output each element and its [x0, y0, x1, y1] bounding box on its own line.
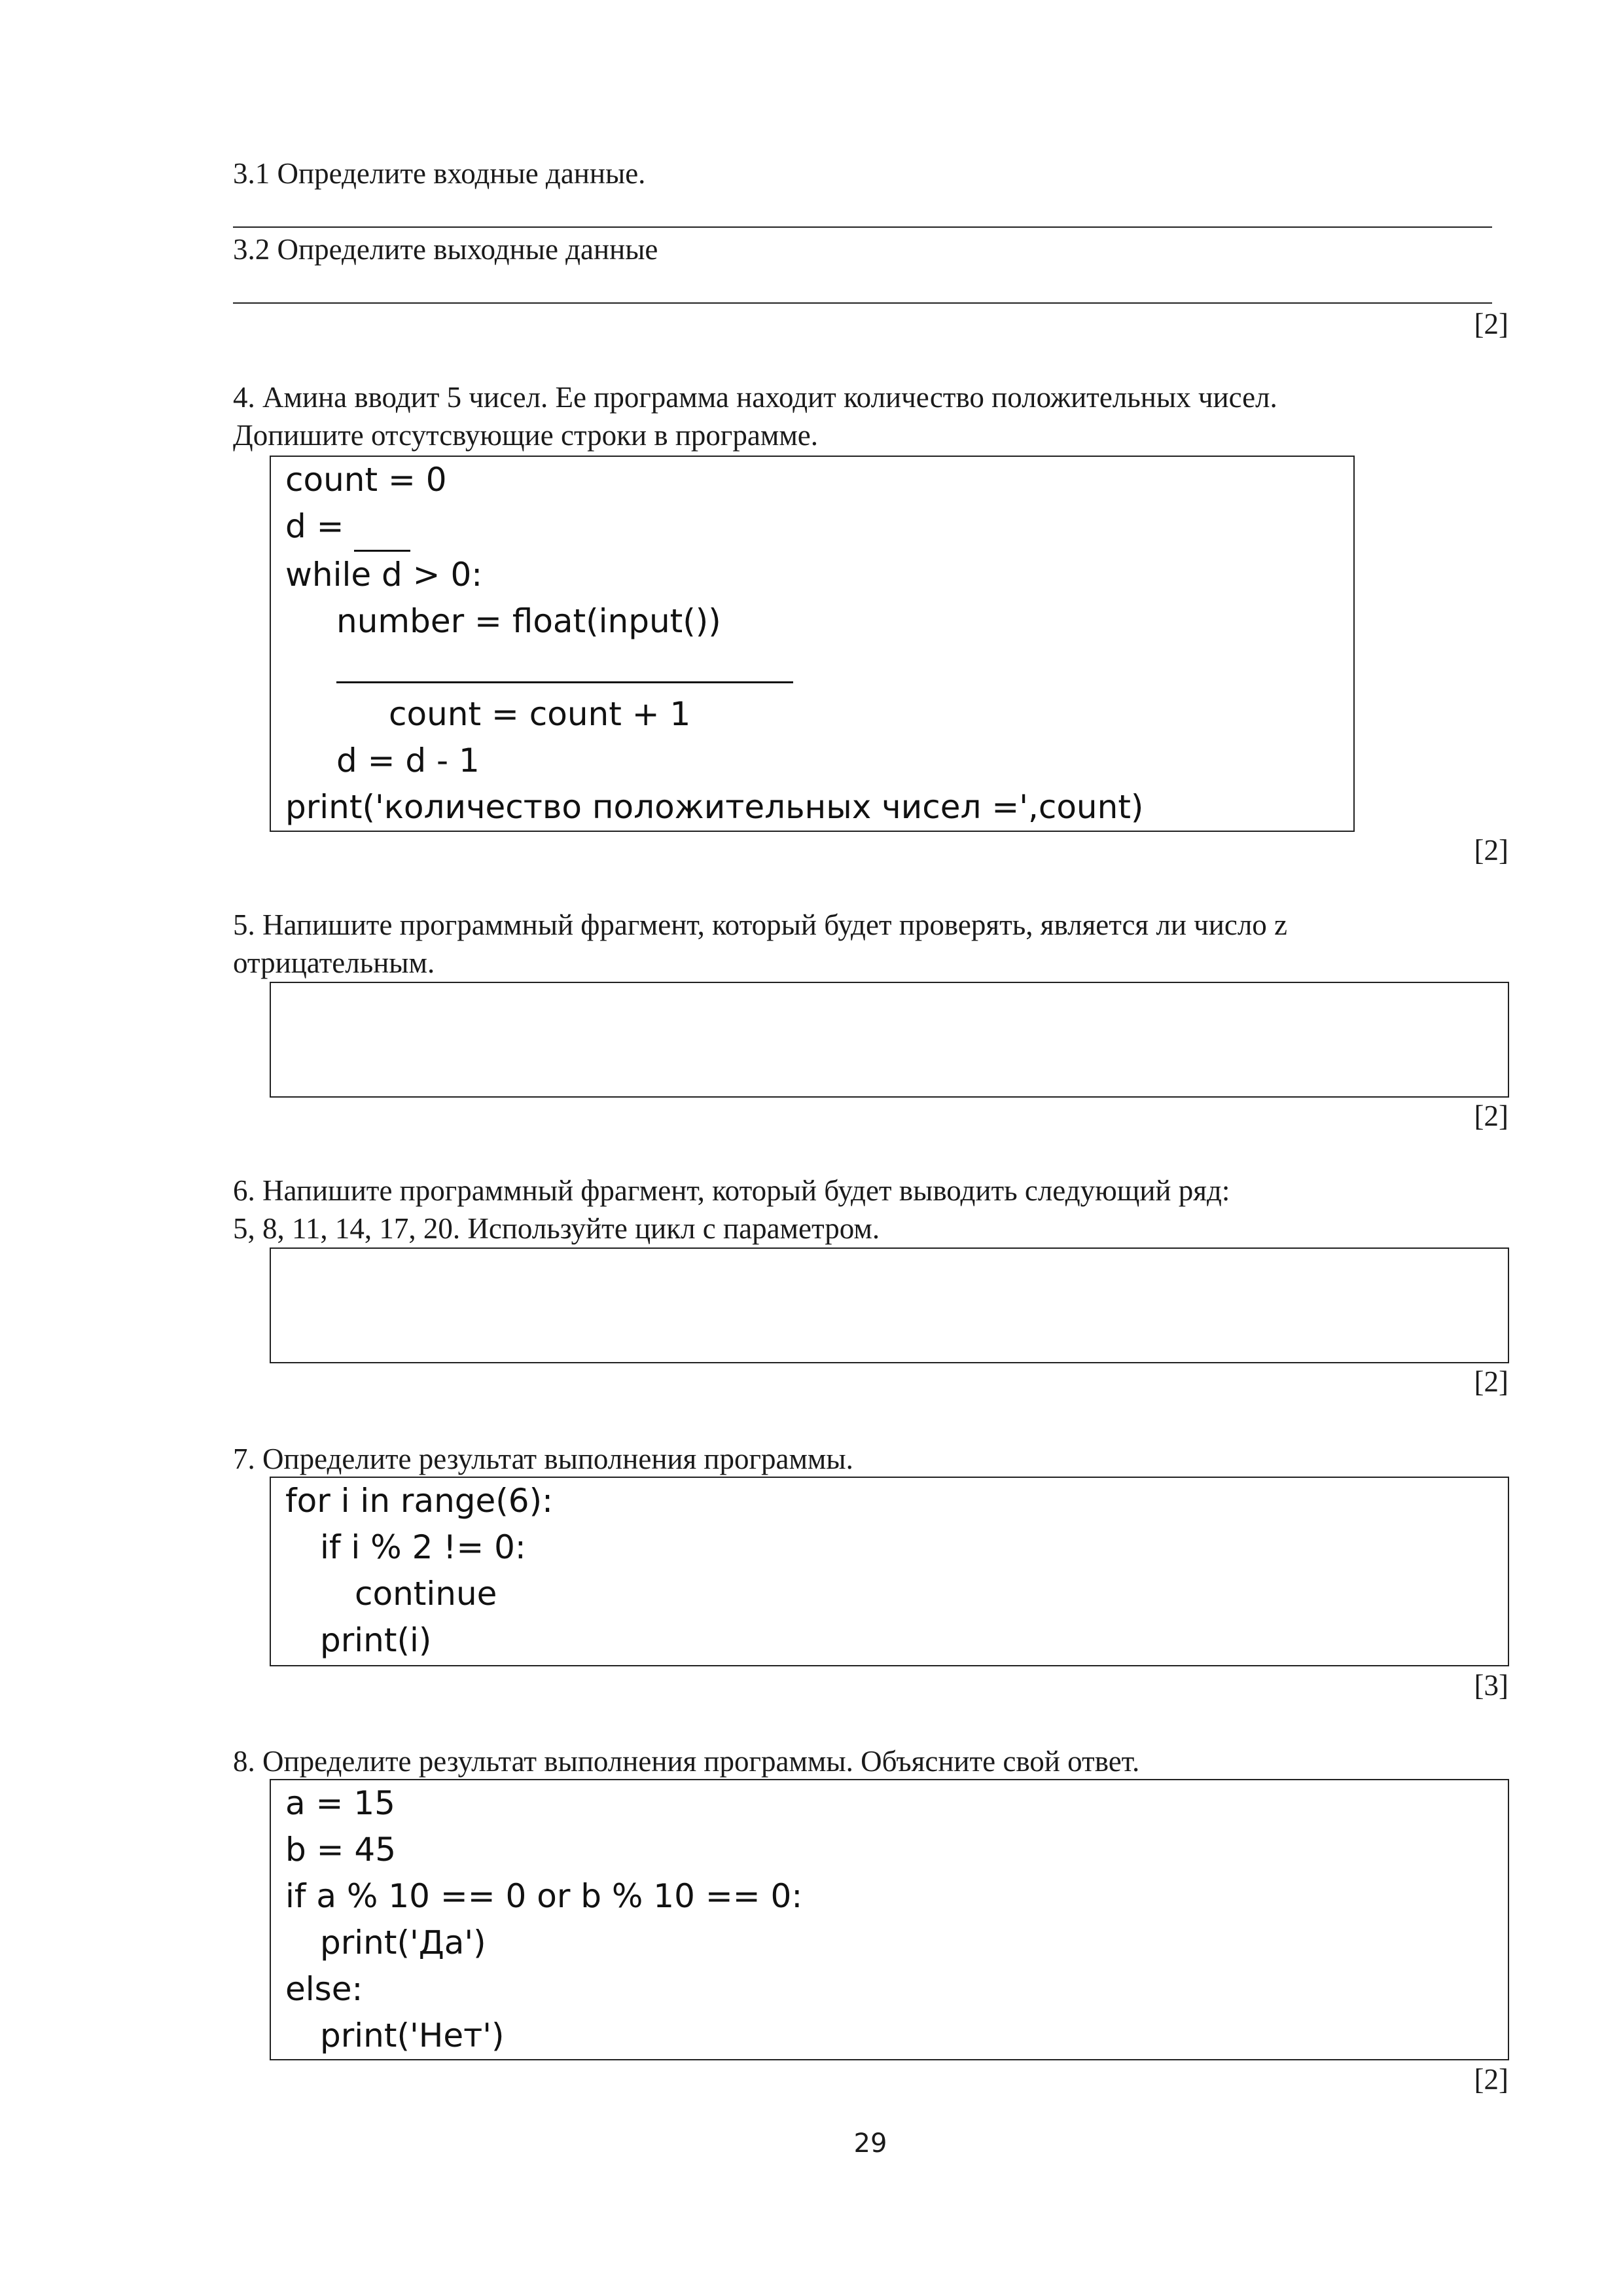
code-line: if a % 10 == 0 or b % 10 == 0:: [285, 1877, 803, 1915]
answer-line-3-1[interactable]: [233, 226, 1492, 228]
code-line: d =: [285, 503, 1143, 552]
code-box-question-8: [270, 1779, 1509, 2060]
code-line: for i in range(6):: [285, 1482, 553, 1520]
code-line: print('количество положительных чисел =',count): [285, 788, 1144, 826]
page-number: 29: [853, 2128, 887, 2159]
mark-question-3: [2]: [1474, 308, 1508, 340]
code-line: number = float(input()): [336, 602, 721, 640]
question-5-line-2: отрицательным.: [233, 946, 435, 979]
question-6-line-1: 6. Напишите программный фрагмент, который будет выводить следующий ряд:: [233, 1174, 1230, 1207]
code-line: else:: [285, 1970, 363, 2008]
question-6-line-2: 5, 8, 11, 14, 17, 20. Используйте цикл с параметром.: [233, 1212, 880, 1245]
code-blank-d-value[interactable]: [354, 503, 410, 552]
question-3-1: 3.1 Определите входные данные.: [233, 157, 646, 190]
code-line: print(i): [320, 1621, 432, 1659]
question-4: [233, 378, 1489, 454]
code-line: count = count + 1: [389, 695, 691, 733]
code-line: while d > 0:: [285, 556, 483, 594]
code-box-question-4: [270, 456, 1355, 832]
question-3-2: 3.2 Определите выходные данные: [233, 233, 658, 266]
question-6: [233, 1172, 1489, 1247]
code-line: print('Да'): [320, 1924, 486, 1962]
code-line: d = d - 1: [336, 742, 480, 780]
answer-box-question-5[interactable]: [270, 982, 1509, 1098]
mark-question-8: [2]: [1474, 2063, 1508, 2096]
answer-box-question-6[interactable]: [270, 1247, 1509, 1363]
code-line-blank: [285, 645, 1143, 691]
question-5-line-1: 5. Напишите программный фрагмент, который будет проверять, является ли число z: [233, 908, 1288, 941]
mark-question-4: [2]: [1474, 834, 1508, 867]
code-blank-condition[interactable]: [336, 649, 793, 683]
mark-question-7: [3]: [1474, 1669, 1508, 1702]
question-4-line-1: 4. Амина вводит 5 чисел. Ее программа находит количество положительных чисел.: [233, 381, 1277, 414]
code-line: count = 0: [285, 461, 447, 499]
question-4-line-2: Допишите отсутсвующие строки в программе.: [233, 419, 819, 452]
code-box-question-7: [270, 1477, 1509, 1666]
question-7: 7. Определите результат выполнения программы.: [233, 1443, 853, 1475]
code-line: if i % 2 != 0:: [320, 1528, 526, 1566]
mark-question-5: [2]: [1474, 1100, 1508, 1132]
mark-question-6: [2]: [1474, 1365, 1508, 1398]
code-line: a = 15: [285, 1784, 395, 1822]
answer-line-3-2[interactable]: [233, 302, 1492, 304]
code-line: continue: [355, 1575, 497, 1613]
code-line: b = 45: [285, 1831, 397, 1869]
question-5: [233, 906, 1489, 982]
code-line: print('Нет'): [320, 2017, 505, 2054]
question-8: 8. Определите результат выполнения программы. Объясните свой ответ.: [233, 1745, 1140, 1778]
